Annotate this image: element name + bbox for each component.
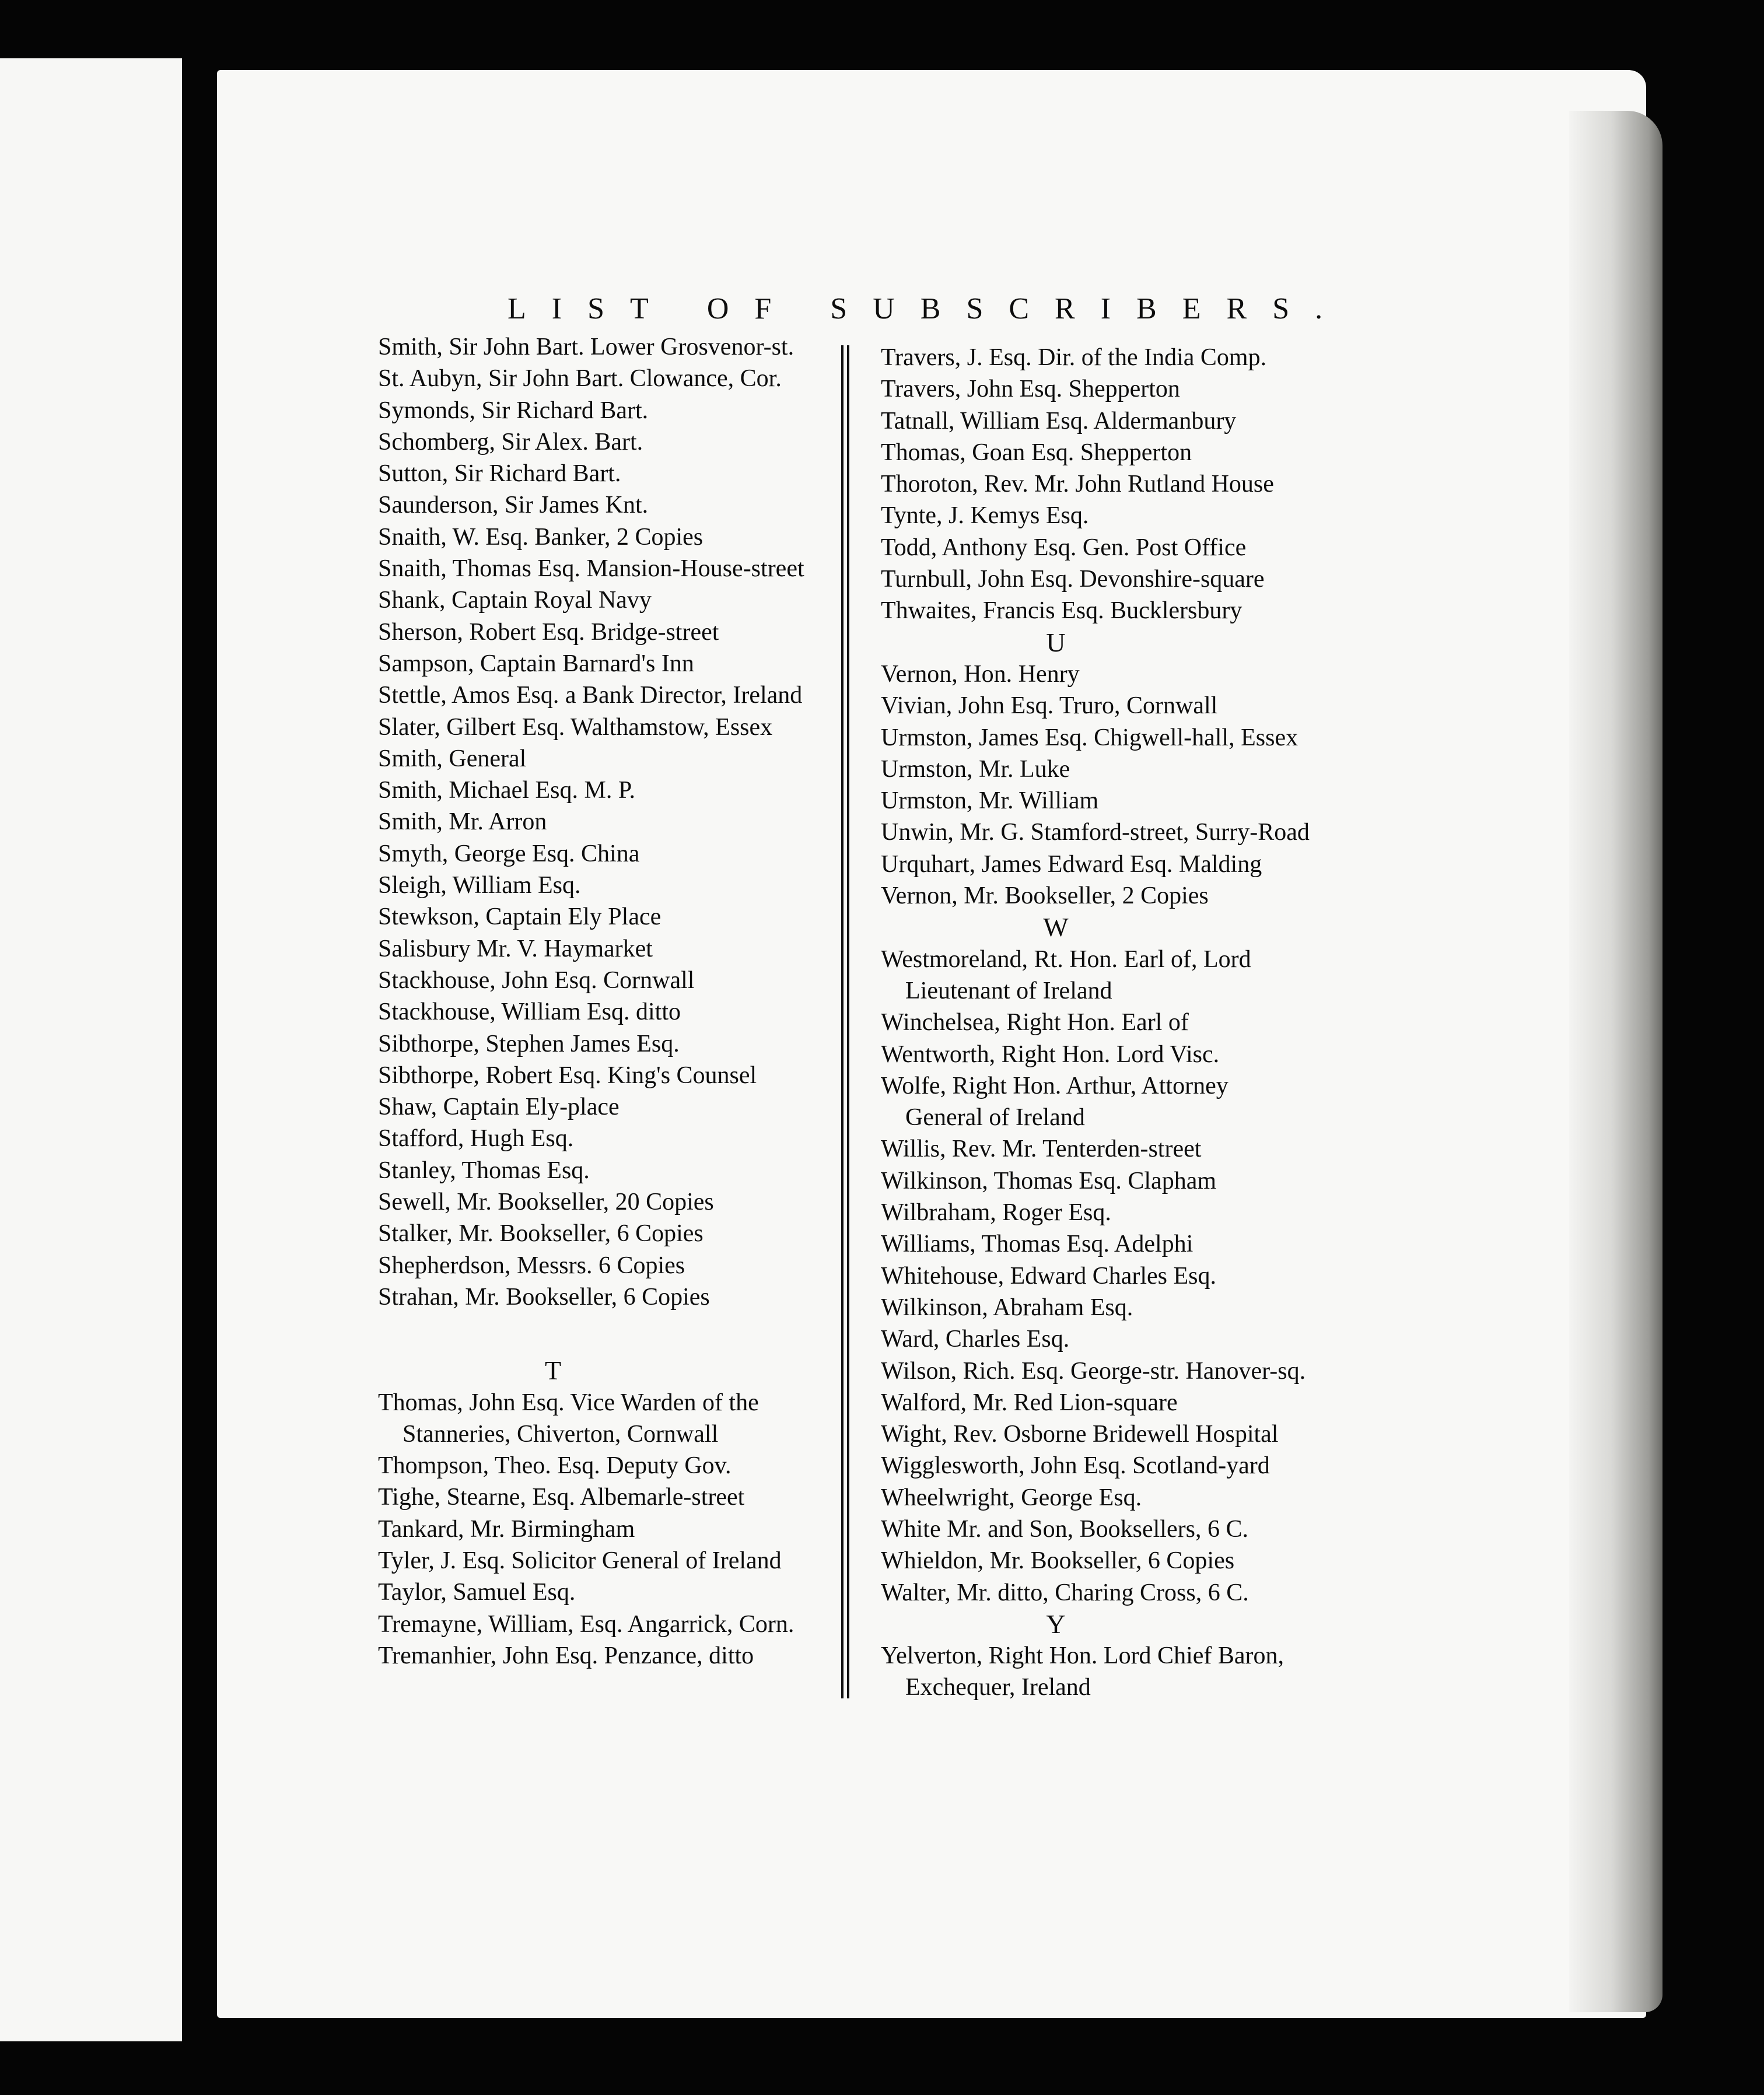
subscribers-right-column xyxy=(881,342,1348,1704)
subscriber-entry: Wigglesworth, John Esq. Scotland-yard xyxy=(881,1452,1270,1480)
subscriber-entry: Stalker, Mr. Bookseller, 6 Copies xyxy=(378,1220,704,1248)
subscriber-entry: Williams, Thomas Esq. Adelphi xyxy=(881,1231,1194,1258)
subscriber-entry: Shaw, Captain Ely-place xyxy=(378,1094,620,1121)
subscriber-entry: Vernon, Hon. Henry xyxy=(881,660,1080,688)
subscriber-entry: Tatnall, William Esq. Aldermanbury xyxy=(881,407,1237,435)
subscriber-entry: Travers, J. Esq. Dir. of the India Comp. xyxy=(881,344,1267,371)
subscriber-entry: Urmston, James Esq. Chigwell-hall, Essex xyxy=(881,724,1298,751)
subscriber-entry: Stackhouse, William Esq. ditto xyxy=(378,999,681,1026)
subscriber-entry-continuation: Stanneries, Chiverton, Cornwall xyxy=(402,1420,719,1448)
subscriber-entry: Westmoreland, Rt. Hon. Earl of, Lord xyxy=(881,945,1251,973)
subscriber-entry: Smith, Michael Esq. M. P. xyxy=(378,777,636,804)
subscriber-entry: Urquhart, James Edward Esq. Malding xyxy=(881,850,1262,878)
subscriber-entry: Thoroton, Rev. Mr. John Rutland House xyxy=(881,471,1274,498)
subscriber-entry: Sibthorpe, Stephen James Esq. xyxy=(378,1030,680,1057)
subscriber-entry: Smith, Mr. Arron xyxy=(378,808,547,836)
subscriber-entry: Todd, Anthony Esq. Gen. Post Office xyxy=(881,534,1247,561)
subscriber-entry: Smyth, George Esq. China xyxy=(378,840,640,867)
subscriber-entry-continuation: General of Ireland xyxy=(905,1104,1085,1131)
subscriber-entry: Symonds, Sir Richard Bart. xyxy=(378,397,649,424)
subscriber-entry: White Mr. and Son, Booksellers, 6 C. xyxy=(881,1515,1248,1543)
subscriber-entry: Tremayne, William, Esq. Angarrick, Corn. xyxy=(378,1610,794,1638)
subscriber-entry: Wilbraham, Roger Esq. xyxy=(881,1199,1111,1227)
subscriber-entry: Thompson, Theo. Esq. Deputy Gov. xyxy=(378,1452,732,1480)
subscriber-entry: Stanley, Thomas Esq. xyxy=(378,1157,590,1184)
subscriber-entry: Tighe, Stearne, Esq. Albemarle-street xyxy=(378,1484,745,1511)
subscriber-entry: Wheelwright, George Esq. xyxy=(881,1484,1142,1511)
page-header: LIST OF SUBSCRIBERS. xyxy=(508,292,1349,325)
subscriber-entry: Thomas, Goan Esq. Shepperton xyxy=(881,439,1192,466)
subscriber-entry: Taylor, Samuel Esq. xyxy=(378,1579,576,1606)
subscriber-entry: Walter, Mr. ditto, Charing Cross, 6 C. xyxy=(881,1579,1249,1606)
subscriber-entry: Shepherdson, Messrs. 6 Copies xyxy=(378,1252,685,1279)
column-divider-rule xyxy=(847,345,849,1698)
subscriber-entry: Sleigh, William Esq. xyxy=(378,872,581,899)
section-letter-t: T xyxy=(544,1355,562,1386)
subscriber-entry: Whitehouse, Edward Charles Esq. xyxy=(881,1262,1217,1290)
previous-page-edge xyxy=(0,58,182,2041)
subscriber-entry: Sewell, Mr. Bookseller, 20 Copies xyxy=(378,1189,714,1216)
subscriber-entry: Tyler, J. Esq. Solicitor General of Ireland xyxy=(378,1547,782,1574)
section-letter-u: U xyxy=(1046,627,1066,657)
section-gap xyxy=(378,1313,845,1355)
subscriber-entry: Whieldon, Mr. Bookseller, 6 Copies xyxy=(881,1547,1235,1575)
subscriber-entry: Ward, Charles Esq. xyxy=(881,1326,1070,1353)
subscriber-entry: Travers, John Esq. Shepperton xyxy=(881,376,1180,403)
subscriber-entry: Walford, Mr. Red Lion-square xyxy=(881,1389,1178,1416)
subscriber-entry: St. Aubyn, Sir John Bart. Clowance, Cor. xyxy=(378,365,782,393)
subscriber-entry: Snaith, Thomas Esq. Mansion-House-street xyxy=(378,555,804,583)
subscriber-entry: Saunderson, Sir James Knt. xyxy=(378,492,649,519)
subscriber-entry: Unwin, Mr. G. Stamford-street, Surry-Road xyxy=(881,819,1310,846)
subscriber-entry: Sibthorpe, Robert Esq. King's Counsel xyxy=(378,1061,757,1089)
subscriber-entry: Tremanhier, John Esq. Penzance, ditto xyxy=(378,1642,754,1669)
subscriber-entry: Salisbury Mr. V. Haymarket xyxy=(378,935,653,962)
subscriber-entry: Urmston, Mr. Luke xyxy=(881,755,1070,783)
subscriber-entry: Wight, Rev. Osborne Bridewell Hospital xyxy=(881,1421,1279,1448)
subscriber-entry: Stettle, Amos Esq. a Bank Director, Ireland xyxy=(378,682,803,709)
subscriber-entry: Wolfe, Right Hon. Arthur, Attorney xyxy=(881,1072,1228,1099)
subscriber-entry: Thomas, John Esq. Vice Warden of the xyxy=(378,1389,759,1416)
subscriber-entry: Smith, Sir John Bart. Lower Grosvenor-st. xyxy=(378,334,794,360)
subscriber-entry: Stafford, Hugh Esq. xyxy=(378,1125,574,1152)
subscriber-entry: Winchelsea, Right Hon. Earl of xyxy=(881,1009,1189,1036)
section-letter-y: Y xyxy=(1046,1609,1066,1639)
subscriber-entry: Sherson, Robert Esq. Bridge-street xyxy=(378,618,719,646)
subscriber-entry: Sampson, Captain Barnard's Inn xyxy=(378,650,694,677)
subscriber-entry: Vivian, John Esq. Truro, Cornwall xyxy=(881,692,1218,720)
section-letter-w: W xyxy=(1043,912,1069,943)
subscriber-entry: Shank, Captain Royal Navy xyxy=(378,587,652,614)
column-divider-rule xyxy=(841,345,844,1698)
subscriber-entry-continuation: Exchequer, Ireland xyxy=(905,1674,1091,1701)
subscriber-entry: Sutton, Sir Richard Bart. xyxy=(378,460,621,488)
subscriber-entry: Wilkinson, Thomas Esq. Clapham xyxy=(881,1167,1216,1194)
subscriber-entry: Willis, Rev. Mr. Tenterden-street xyxy=(881,1136,1202,1163)
subscriber-entry: Wentworth, Right Hon. Lord Visc. xyxy=(881,1041,1220,1068)
subscriber-entry: Wilson, Rich. Esq. George-str. Hanover-sq. xyxy=(881,1357,1306,1385)
subscriber-entry: Stackhouse, John Esq. Cornwall xyxy=(378,966,695,994)
subscriber-entry: Schomberg, Sir Alex. Bart. xyxy=(378,428,643,456)
subscriber-entry: Vernon, Mr. Bookseller, 2 Copies xyxy=(881,882,1209,910)
subscribers-left-column xyxy=(378,331,845,1672)
subscriber-entry: Stewkson, Captain Ely Place xyxy=(378,903,662,931)
subscriber-entry: Turnbull, John Esq. Devonshire-square xyxy=(881,566,1265,593)
subscriber-entry: Tynte, J. Kemys Esq. xyxy=(881,502,1089,530)
subscriber-entry: Thwaites, Francis Esq. Bucklersbury xyxy=(881,597,1242,625)
subscriber-entry: Tankard, Mr. Birmingham xyxy=(378,1515,635,1543)
subscriber-entry: Wilkinson, Abraham Esq. xyxy=(881,1294,1133,1321)
subscriber-entry: Smith, General xyxy=(378,745,527,772)
subscriber-entry: Urmston, Mr. William xyxy=(881,787,1099,815)
subscriber-entry: Slater, Gilbert Esq. Walthamstow, Essex xyxy=(378,713,773,741)
subscriber-entry: Yelverton, Right Hon. Lord Chief Baron, xyxy=(881,1642,1284,1670)
subscriber-entry: Strahan, Mr. Bookseller, 6 Copies xyxy=(378,1283,710,1311)
subscriber-entry-continuation: Lieutenant of Ireland xyxy=(905,977,1112,1004)
subscriber-entry: Snaith, W. Esq. Banker, 2 Copies xyxy=(378,523,704,551)
page-curl-shadow xyxy=(1569,111,1662,2012)
